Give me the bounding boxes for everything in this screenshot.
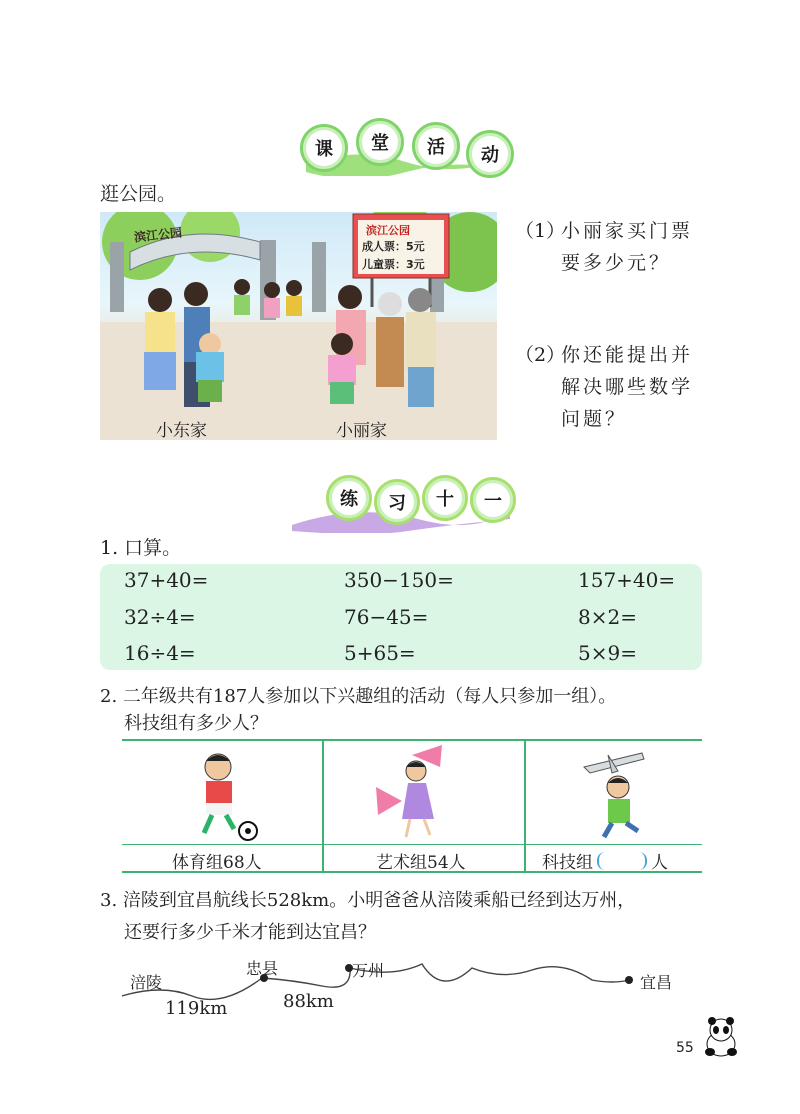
calc-item: 76−45= [344,605,429,629]
header-char: 习 [374,479,420,525]
distance-zhongxian-wanzhou: 88km [283,991,334,1012]
caption-right-family: 小丽家 [336,421,387,440]
stop-yichang: 宜昌 [640,973,673,992]
park-scene-drawing [100,212,497,440]
calc-item: 157+40= [578,568,676,592]
stop-fuling: 涪陵 [130,973,163,992]
header-char: 堂 [356,118,404,166]
sign-child-price: 儿童票：3元 [362,258,425,271]
park-illustration [100,212,497,440]
sign-title: 滨江公园 [366,224,410,237]
section-header-activity [296,118,514,176]
header-char: 课 [300,124,348,172]
page-number: 55 [676,1040,694,1056]
question-2-line2: 解决哪些数学 [561,376,694,398]
distance-fuling-zhongxian: 119km [165,998,228,1019]
header-char: 一 [470,477,516,523]
answer-blank[interactable] [597,852,647,870]
exercise-1-label: 1. 口算。 [100,537,182,559]
fan-dancer-illustration [372,741,472,841]
header-char: 练 [326,475,372,521]
question-1-line2: 要多少元？ [561,252,672,274]
science-group-text: 科技组 [542,853,593,873]
oral-calc-box [100,564,702,670]
question-2-line1: 你还能提出并 [561,344,694,366]
calc-item: 5×9= [578,641,637,665]
stop-wanzhou: 万州 [352,961,385,980]
interest-group-table [122,739,702,873]
table-divider [524,739,526,873]
art-group-label: 艺术组54人 [376,853,466,873]
question-2-number: （2） [515,344,566,366]
question-2-line3: 问题？ [561,408,628,430]
calc-item: 8×2= [578,605,637,629]
calc-item: 5+65= [344,641,416,665]
header-char: 十 [422,475,468,521]
exercise-2-line2: 科技组有多少人？ [124,713,268,734]
section-header-exercise [288,475,514,535]
calc-item: 37+40= [124,568,209,592]
exercise-3-line1: 3. 涪陵到宜昌航线长528km。小明爸爸从涪陵乘船已经到达万州， [100,890,636,911]
header-char: 动 [466,130,514,178]
model-plane-kid-illustration [578,749,658,839]
sports-group-label: 体育组68人 [172,853,262,873]
science-group-unit: 人 [651,853,668,873]
intro-text: 逛公园。 [100,183,177,205]
sign-adult-price: 成人票：5元 [362,240,425,253]
exercise-2-line1: 2. 二年级共有187人参加以下兴趣组的活动（每人只参加一组）。 [100,686,617,707]
science-group-label [542,848,668,873]
exercise-3-line2: 还要行多少千米才能到达宜昌？ [124,922,376,943]
gate-label: 滨江公园 [133,225,183,245]
table-divider [322,739,324,873]
stop-zhongxian: 忠县 [246,959,279,978]
calc-item: 16÷4= [124,641,196,665]
caption-left-family: 小东家 [156,421,207,440]
soccer-kid-illustration [188,751,258,841]
table-mid-rule [122,844,702,845]
question-1-number: （1） [515,220,566,242]
question-1-line1: 小丽家买门票 [561,220,694,242]
calc-item: 32÷4= [124,605,196,629]
header-char: 活 [412,122,460,170]
panda-icon [702,1016,740,1058]
calc-item: 350−150= [344,568,454,592]
